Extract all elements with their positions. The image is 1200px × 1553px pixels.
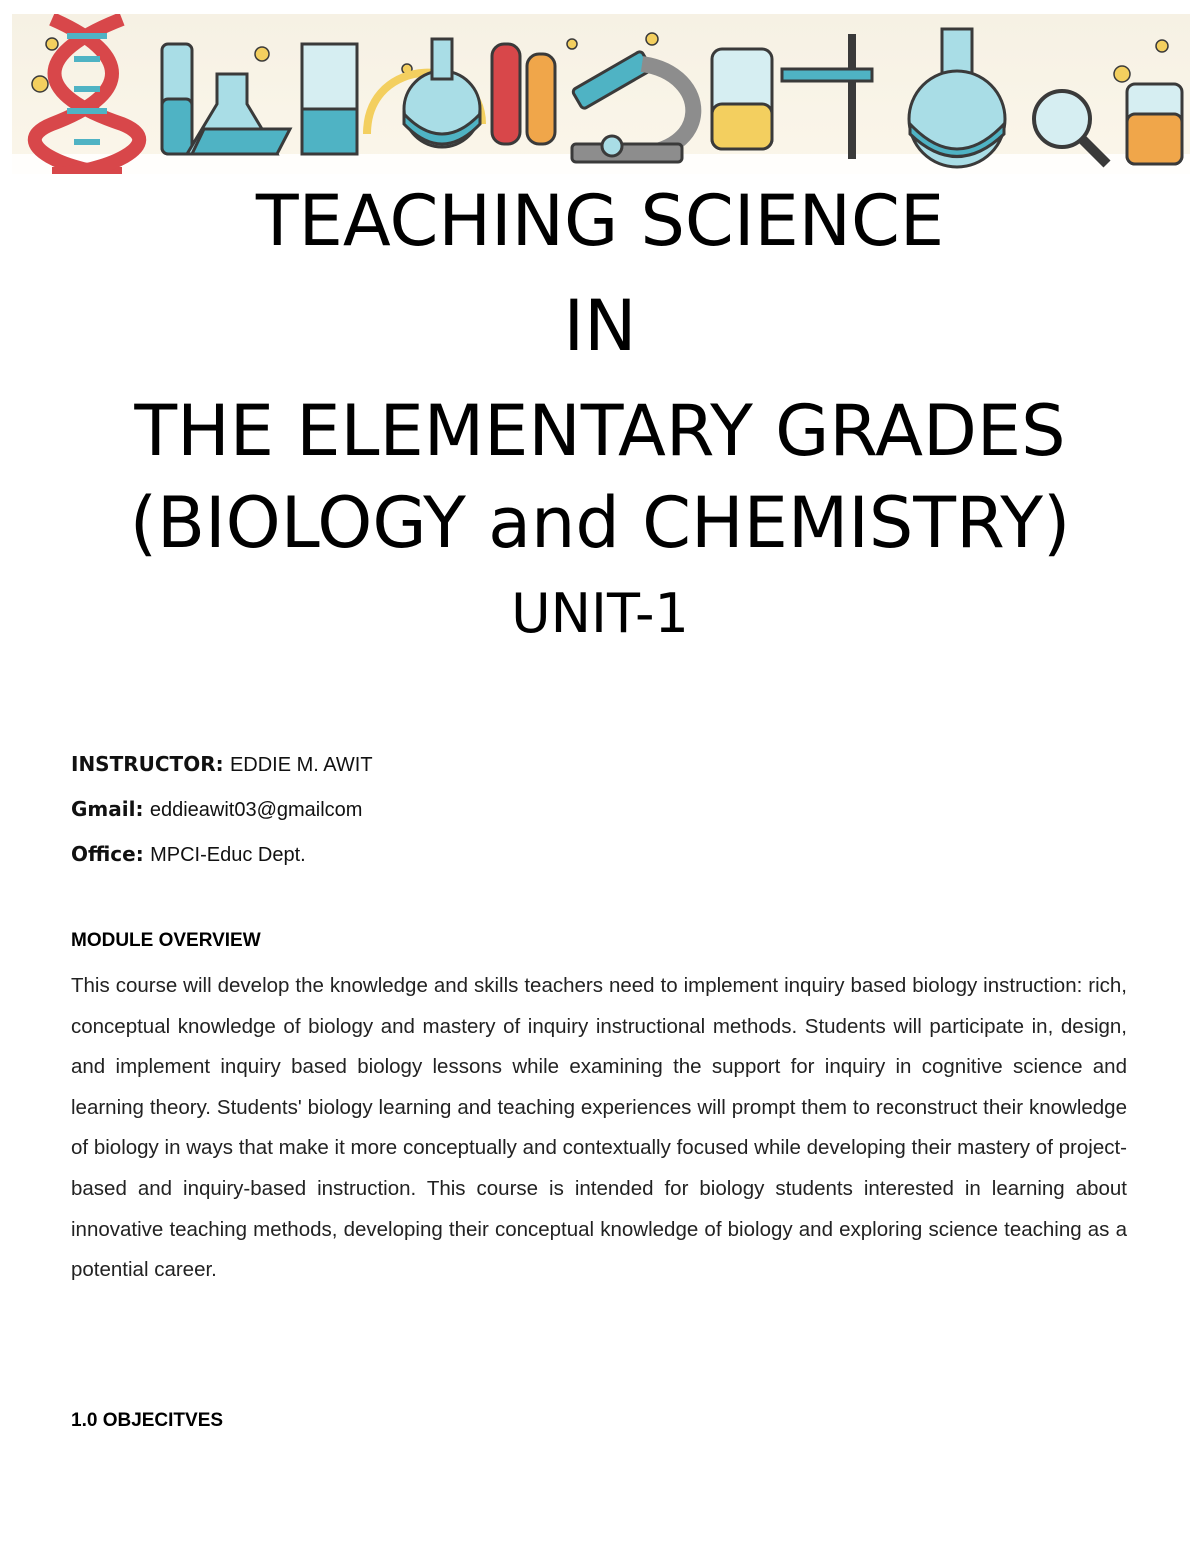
title-line-1: TEACHING SCIENCE	[255, 180, 945, 262]
unit-label: UNIT-1	[511, 582, 689, 645]
beaker-icon	[302, 44, 357, 154]
module-overview-heading: MODULE OVERVIEW	[71, 930, 261, 951]
flask-icon	[1127, 84, 1182, 164]
title-line-2: IN	[563, 285, 637, 367]
office-label: Office:	[71, 842, 144, 866]
office-value: MPCI-Educ Dept.	[150, 844, 306, 866]
instructor-row	[71, 752, 373, 777]
gmail-row	[71, 797, 362, 822]
title-line-3: THE ELEMENTARY GRADES	[134, 390, 1066, 472]
title-line-4: (BIOLOGY and CHEMISTRY)	[129, 482, 1071, 564]
instructor-value: EDDIE M. AWIT	[229, 754, 373, 776]
science-banner	[12, 14, 1190, 174]
gmail-label: Gmail:	[71, 797, 144, 821]
module-overview-body: This course will develop the knowledge and skills teachers need to implement inquiry based biology instruction: rich, conceptual knowledge of biology and mastery of inquiry instructional methods. Students will participate in, design, and implement inquiry based biology lessons while examining the support for inquiry in cognitive science and learning theory. Students' biology learning and teaching experiences will prompt them to reconstruct their knowledge of biology in ways that make it more conceptually and contextually focused while developing their mastery of project-based and inquiry-based instruction. This course is intended for biology students interested in learning about innovative teaching methods, developing their conceptual knowledge of biology and exploring science teaching as a potential career.	[71, 974, 1127, 1282]
gmail-value: eddieawit03@gmailcom	[149, 799, 363, 821]
office-row	[71, 842, 306, 867]
objectives-heading: 1.0 OBJECITVES	[71, 1410, 224, 1431]
instructor-label: INSTRUCTOR:	[71, 752, 224, 776]
